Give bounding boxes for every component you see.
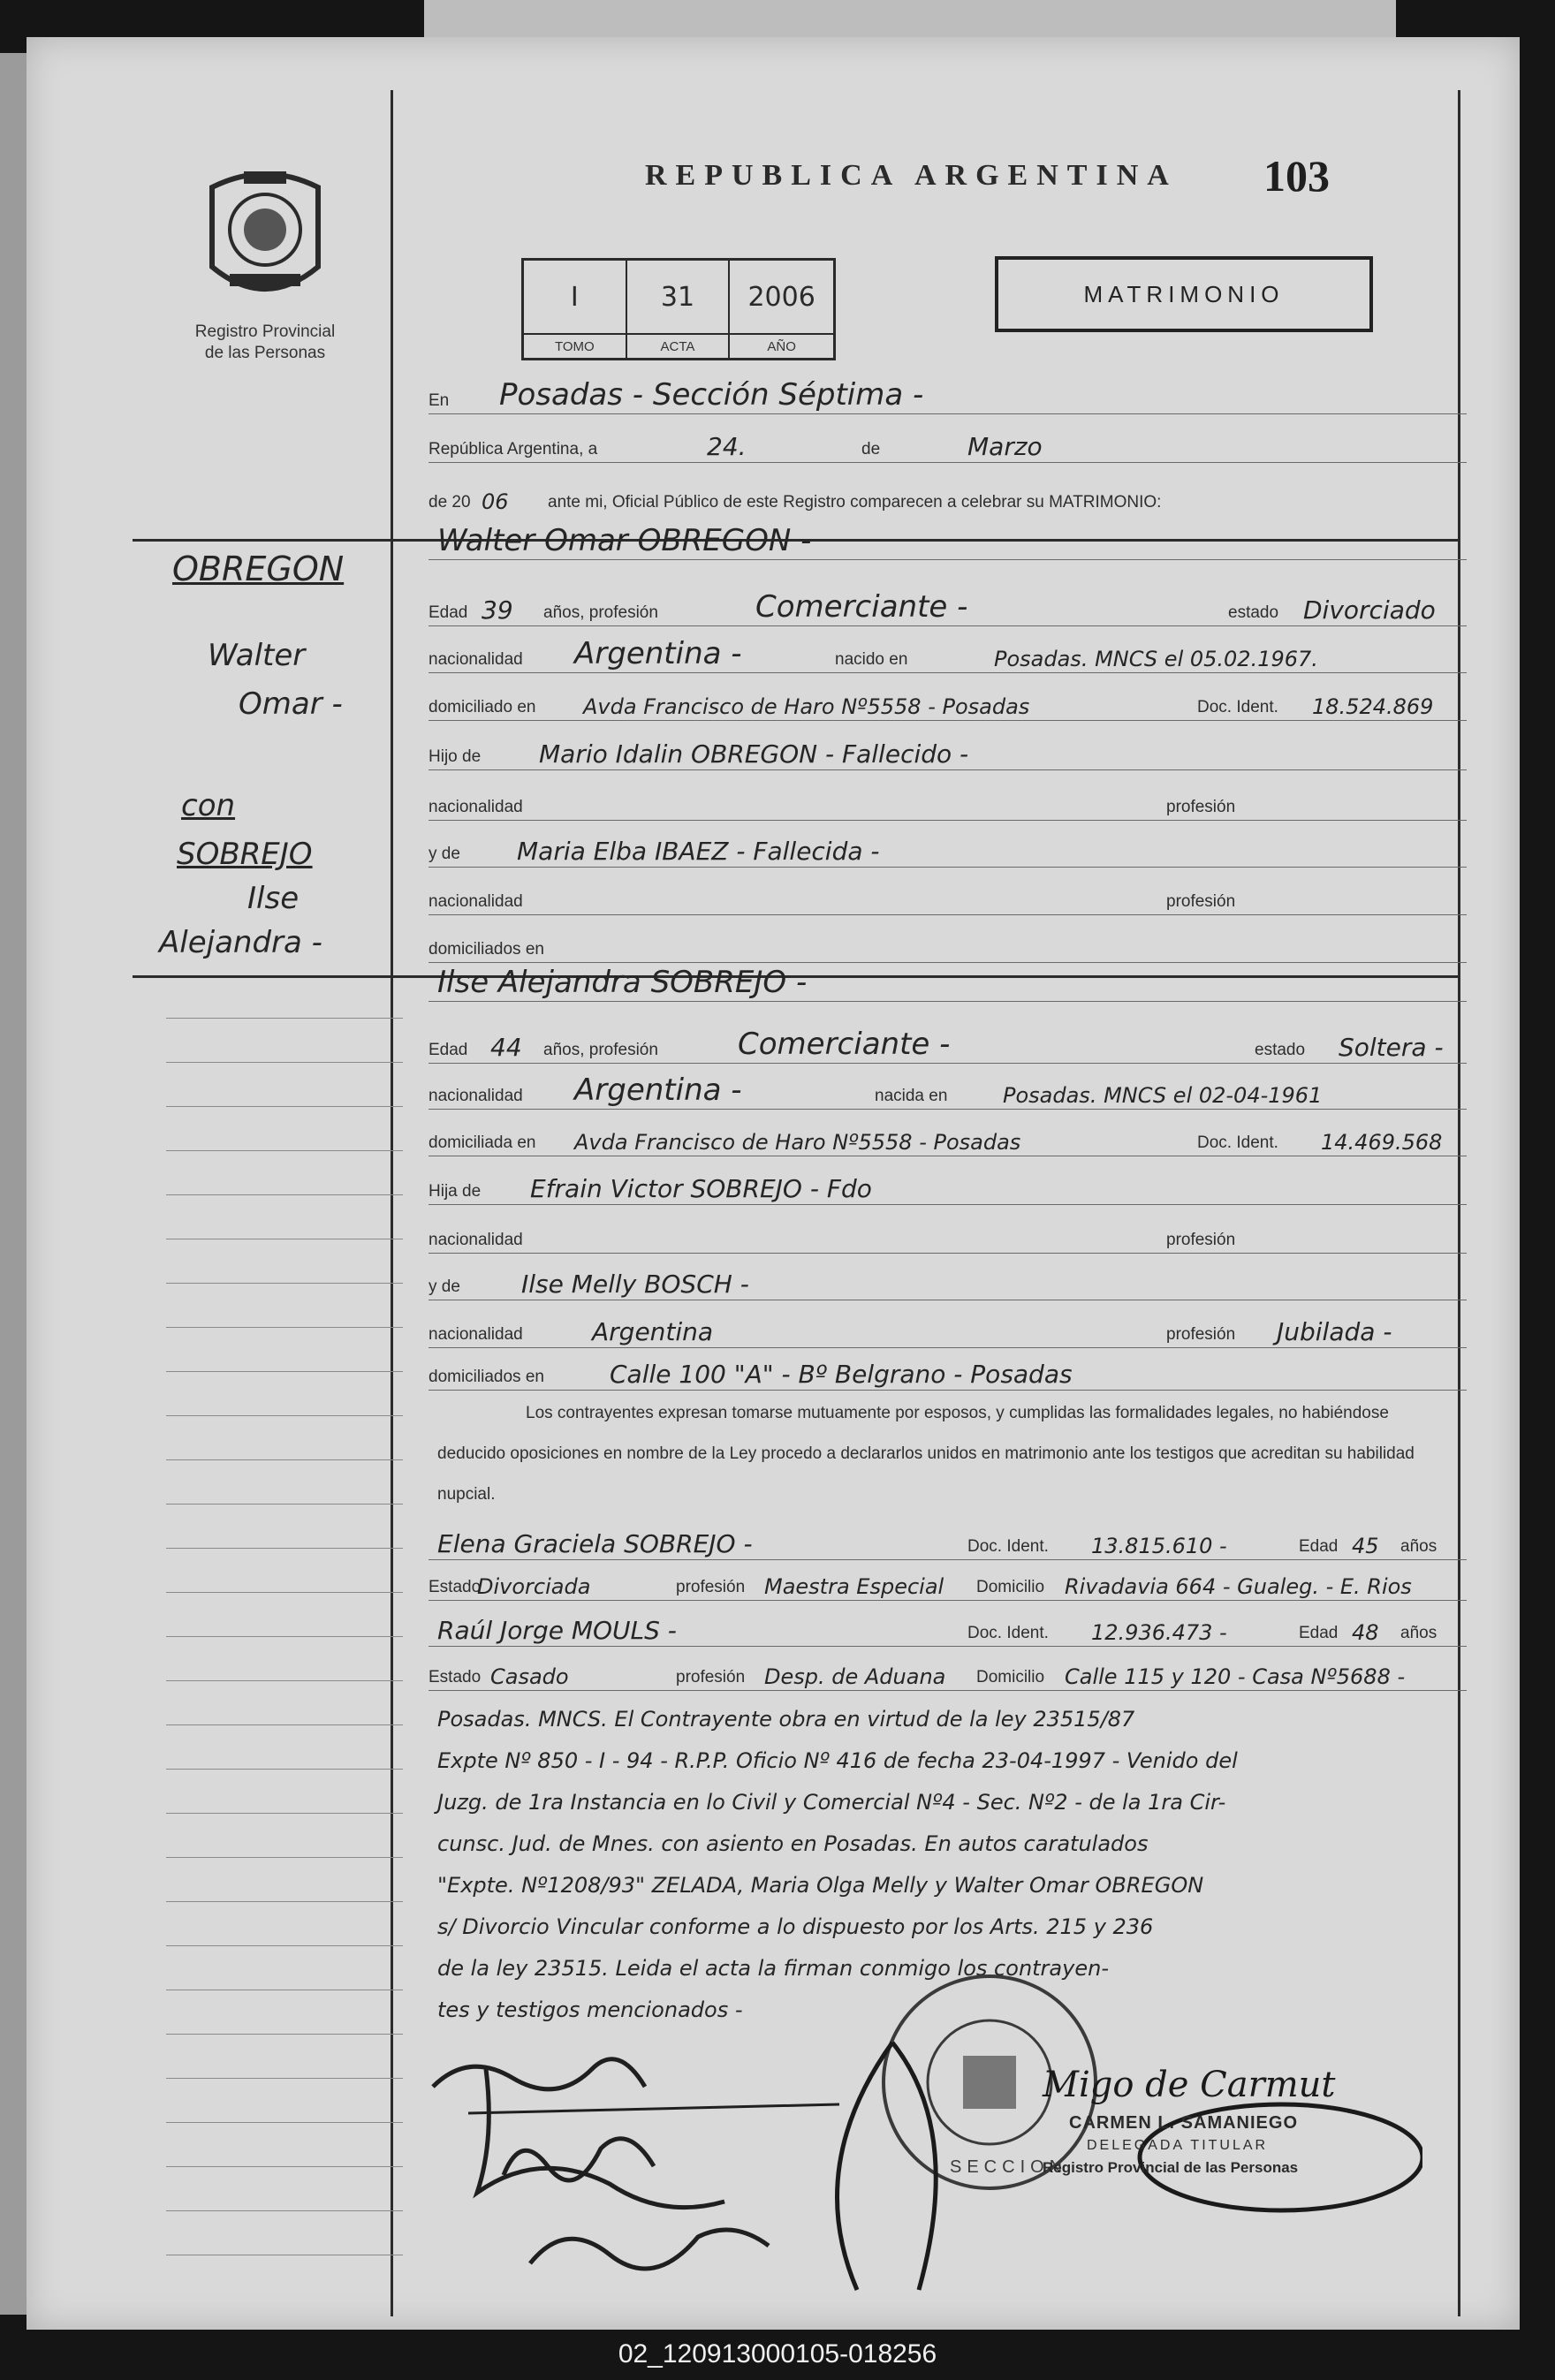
witness1-domicilio: Rivadavia 664 - Gualeg. - E. Rios <box>1065 1574 1412 1599</box>
note-line-text: "Expte. Nº1208/93" ZELADA, Maria Olga Melly y Walter Omar OBREGON <box>437 1873 1204 1898</box>
officer-office: Registro Provincial de las Personas <box>1043 2159 1299 2176</box>
witness1-profesion: Maestra Especial <box>764 1574 944 1599</box>
margin-note: Alejandra - <box>159 925 322 960</box>
groom-domicilio: Avda Francisco de Haro Nº5558 - Posadas <box>583 694 1030 719</box>
margin-note: Ilse <box>247 881 300 916</box>
groom-nacido: Posadas. MNCS el 05.02.1967. <box>994 647 1318 671</box>
bride-name: Ilse Alejandra SOBREJO - <box>437 965 808 1000</box>
groom-domiciliados-label: domiciliados en <box>429 940 544 959</box>
groom-estado: Divorciado <box>1303 595 1436 625</box>
image-identifier: 02_120913000105-018256 <box>618 2339 937 2369</box>
witness1-details-line <box>429 1555 1467 1606</box>
bride-father-nationality-line <box>429 1208 1467 1259</box>
bride-edad: 44 <box>490 1033 522 1062</box>
margin-note: SOBREJO <box>177 837 313 872</box>
tomo-acta-anio-box <box>521 258 836 360</box>
bride-father-profesion-label: profesión <box>1166 1231 1236 1249</box>
witness1-edad-label: Edad <box>1299 1537 1339 1556</box>
place-line <box>429 368 1467 420</box>
groom-domicilio-label: domiciliado en <box>429 698 536 716</box>
register-page <box>27 37 1520 2330</box>
witness1-domicilio-label: Domicilio <box>976 1578 1045 1596</box>
bride-edad-label: Edad <box>429 1041 468 1059</box>
bride-estado-label: estado <box>1255 1041 1306 1059</box>
witness1-estado-label: Estado <box>429 1578 482 1596</box>
groom-hijo-label: Hijo de <box>429 747 482 766</box>
witness1-edad: 45 <box>1352 1534 1379 1558</box>
acta-value: 31 <box>627 261 731 335</box>
bride-mother-nacionalidad: Argentina <box>592 1317 714 1346</box>
bride-father-nacionalidad-label: nacionalidad <box>429 1231 523 1249</box>
witness1-doc: 13.815.610 - <box>1091 1534 1227 1558</box>
en-label: En <box>429 391 450 410</box>
witness2-doc: 12.936.473 - <box>1091 1620 1227 1645</box>
note-line-text: de la ley 23515. Leida el acta la firman conmigo los contrayen- <box>437 1956 1109 1981</box>
registry-name-line1: Registro Provincial <box>194 322 336 341</box>
groom-father-nationality-line <box>429 775 1467 826</box>
bride-nacionalidad: Argentina - <box>574 1073 742 1108</box>
bride-mother-nacionalidad-label: nacionalidad <box>429 1325 523 1344</box>
bride-age-line <box>429 1018 1467 1069</box>
groom-address-line <box>429 675 1467 726</box>
groom-nacionalidad: Argentina - <box>574 636 742 671</box>
groom-edad: 39 <box>482 595 513 625</box>
margin-divider <box>391 90 393 2316</box>
margin-note: con <box>181 788 236 823</box>
country-title: REPUBLICA ARGENTINA <box>645 159 1178 192</box>
provincial-seal-icon <box>194 161 336 311</box>
groom-father: Mario Idalin OBREGON - Fallecido - <box>539 739 969 769</box>
bride-mother: Ilse Melly BOSCH - <box>521 1270 749 1299</box>
groom-mother-nationality-line <box>429 869 1467 921</box>
record-type-box: MATRIMONIO <box>995 256 1373 332</box>
bride-doc-label: Doc. Ident. <box>1197 1133 1278 1152</box>
republica-label: República Argentina, a <box>429 440 598 459</box>
page-top-strip <box>424 0 1396 37</box>
witness1-anios-label: años <box>1400 1537 1437 1556</box>
note-line-text: Expte Nº 850 - I - 94 - R.P.P. Oficio Nº 416 de fecha 23-04-1997 - Venido del <box>437 1748 1238 1773</box>
statement-text: ante mi, Oficial Público de este Registro comparecen a celebrar su MATRIMONIO: <box>548 493 1162 512</box>
place-value: Posadas - Sección Séptima - <box>499 377 924 413</box>
margin-note: OBREGON <box>172 550 345 588</box>
year-suffix: 06 <box>482 489 509 514</box>
day-value: 24. <box>707 432 747 461</box>
witness1-estado: Divorciada <box>477 1574 591 1599</box>
groom-mother-line <box>429 822 1467 873</box>
witness1-doc-label: Doc. Ident. <box>967 1537 1049 1556</box>
page-left-edge <box>0 53 27 2315</box>
acta-label: ACTA <box>627 335 731 358</box>
groom-father-line <box>429 724 1467 776</box>
bride-nacionalidad-label: nacionalidad <box>429 1087 523 1105</box>
bride-profesion-label: años, profesión <box>543 1041 658 1059</box>
note-line-text: Posadas. MNCS. El Contrayente obra en virtud de la ley 23515/87 <box>437 1707 1135 1732</box>
bride-profesion: Comerciante - <box>738 1027 951 1062</box>
registry-name-line2: de las Personas <box>204 344 326 362</box>
witness2-name: Raúl Jorge MOULS - <box>437 1616 677 1645</box>
groom-mother-profesion-label: profesión <box>1166 892 1236 911</box>
note-line-text: s/ Divorcio Vincular conforme a lo dispuesto por los Arts. 215 y 236 <box>437 1914 1154 1939</box>
stamp-seccion-text: SECCION <box>950 2157 1068 2177</box>
groom-mother-nacionalidad-label: nacionalidad <box>429 892 523 911</box>
margin-note: Walter <box>208 638 306 673</box>
witness2-domicilio: Calle 115 y 120 - Casa Nº5688 - <box>1065 1664 1406 1689</box>
witness2-domicilio-label: Domicilio <box>976 1668 1045 1686</box>
witness2-edad: 48 <box>1352 1620 1379 1645</box>
groom-nacionalidad-label: nacionalidad <box>429 650 523 669</box>
bride-domiciliados: Calle 100 "A" - Bº Belgrano - Posadas <box>610 1360 1073 1389</box>
tomo-value: I <box>524 261 627 335</box>
bride-domicilio: Avda Francisco de Haro Nº5558 - Posadas <box>574 1130 1021 1155</box>
bride-nationality-line <box>429 1064 1467 1115</box>
note-line-text: cunsc. Jud. de Mnes. con asiento en Posadas. En autos caratulados <box>437 1831 1149 1856</box>
bride-parents-address-line <box>429 1345 1467 1396</box>
groom-father-profesion-label: profesión <box>1166 798 1236 816</box>
groom-mother: Maria Elba IBAEZ - Fallecida - <box>517 837 880 866</box>
witness1-name: Elena Graciela SOBREJO - <box>437 1529 753 1558</box>
bride-hija-label: Hija de <box>429 1182 482 1201</box>
bride-father: Efrain Victor SOBREJO - Fdo <box>530 1174 872 1203</box>
margin-note: Omar - <box>239 686 343 722</box>
groom-nationality-line <box>429 627 1467 678</box>
officer-signature: Migo de Carmut <box>1043 2065 1336 2105</box>
witness2-estado-label: Estado <box>429 1668 482 1686</box>
witness2-profesion-label: profesión <box>676 1668 746 1686</box>
tomo-label: TOMO <box>524 335 627 358</box>
bride-address-line <box>429 1110 1467 1162</box>
witness2-edad-label: Edad <box>1299 1624 1339 1642</box>
declaration-text: Los contrayentes expresan tomarse mutuamente por esposos, y cumplidas las formalidades legales, no habiéndose deducido oposiciones en nombre de la Ley procedo a declararlos unidos en matrimonio ante los testigos que acreditan su habilidad nupcial. <box>437 1404 1415 1504</box>
bride-domiciliados-label: domiciliados en <box>429 1368 544 1386</box>
bride-father-line <box>429 1159 1467 1210</box>
bride-y-de-label: y de <box>429 1277 460 1296</box>
bride-nacida-label: nacida en <box>875 1087 948 1105</box>
groom-y-de-label: y de <box>429 845 460 863</box>
officer-title: DELEGADA TITULAR <box>1087 2138 1269 2153</box>
bride-domicilio-label: domiciliada en <box>429 1133 536 1152</box>
groom-doc-label: Doc. Ident. <box>1197 698 1278 716</box>
anio-value: 2006 <box>730 261 833 335</box>
groom-nacido-label: nacido en <box>835 650 908 669</box>
de-label: de <box>861 440 881 459</box>
groom-name: Walter Omar OBREGON - <box>437 523 812 558</box>
anio-label: AÑO <box>767 338 796 354</box>
groom-name-line <box>429 514 1467 565</box>
bride-doc: 14.469.568 <box>1321 1130 1443 1155</box>
groom-estado-label: estado <box>1228 603 1279 622</box>
registry-name <box>150 322 380 364</box>
date-line <box>429 417 1467 468</box>
bride-estado: Soltera - <box>1339 1033 1444 1062</box>
witness2-doc-label: Doc. Ident. <box>967 1624 1049 1642</box>
page-number: 103 <box>1263 151 1330 201</box>
bride-name-line <box>429 956 1467 1007</box>
groom-doc: 18.524.869 <box>1312 694 1434 719</box>
witness2-profesion: Desp. de Aduana <box>764 1664 946 1689</box>
note-line-text: Juzg. de 1ra Instancia en lo Civil y Comercial Nº4 - Sec. Nº2 - de la 1ra Cir- <box>437 1790 1226 1815</box>
groom-profesion-label: años, profesión <box>543 603 658 622</box>
witness1-profesion-label: profesión <box>676 1578 746 1596</box>
witness2-anios-label: años <box>1400 1624 1437 1642</box>
groom-edad-label: Edad <box>429 603 468 622</box>
bride-mother-profesion: Jubilada - <box>1277 1317 1392 1346</box>
month-value: Marzo <box>967 432 1043 461</box>
bride-mother-line <box>429 1254 1467 1306</box>
groom-profesion: Comerciante - <box>755 589 968 625</box>
groom-age-line <box>429 580 1467 632</box>
note-line-text: tes y testigos mencionados - <box>437 1997 743 2022</box>
bride-mother-profesion-label: profesión <box>1166 1325 1236 1344</box>
officer-name: CARMEN L. SAMANIEGO <box>1069 2113 1298 2133</box>
bride-nacida: Posadas. MNCS el 02-04-1961 <box>1003 1083 1323 1108</box>
year-prefix: de 20 <box>429 493 471 512</box>
witness2-estado: Casado <box>490 1664 569 1689</box>
groom-father-nacionalidad-label: nacionalidad <box>429 798 523 816</box>
